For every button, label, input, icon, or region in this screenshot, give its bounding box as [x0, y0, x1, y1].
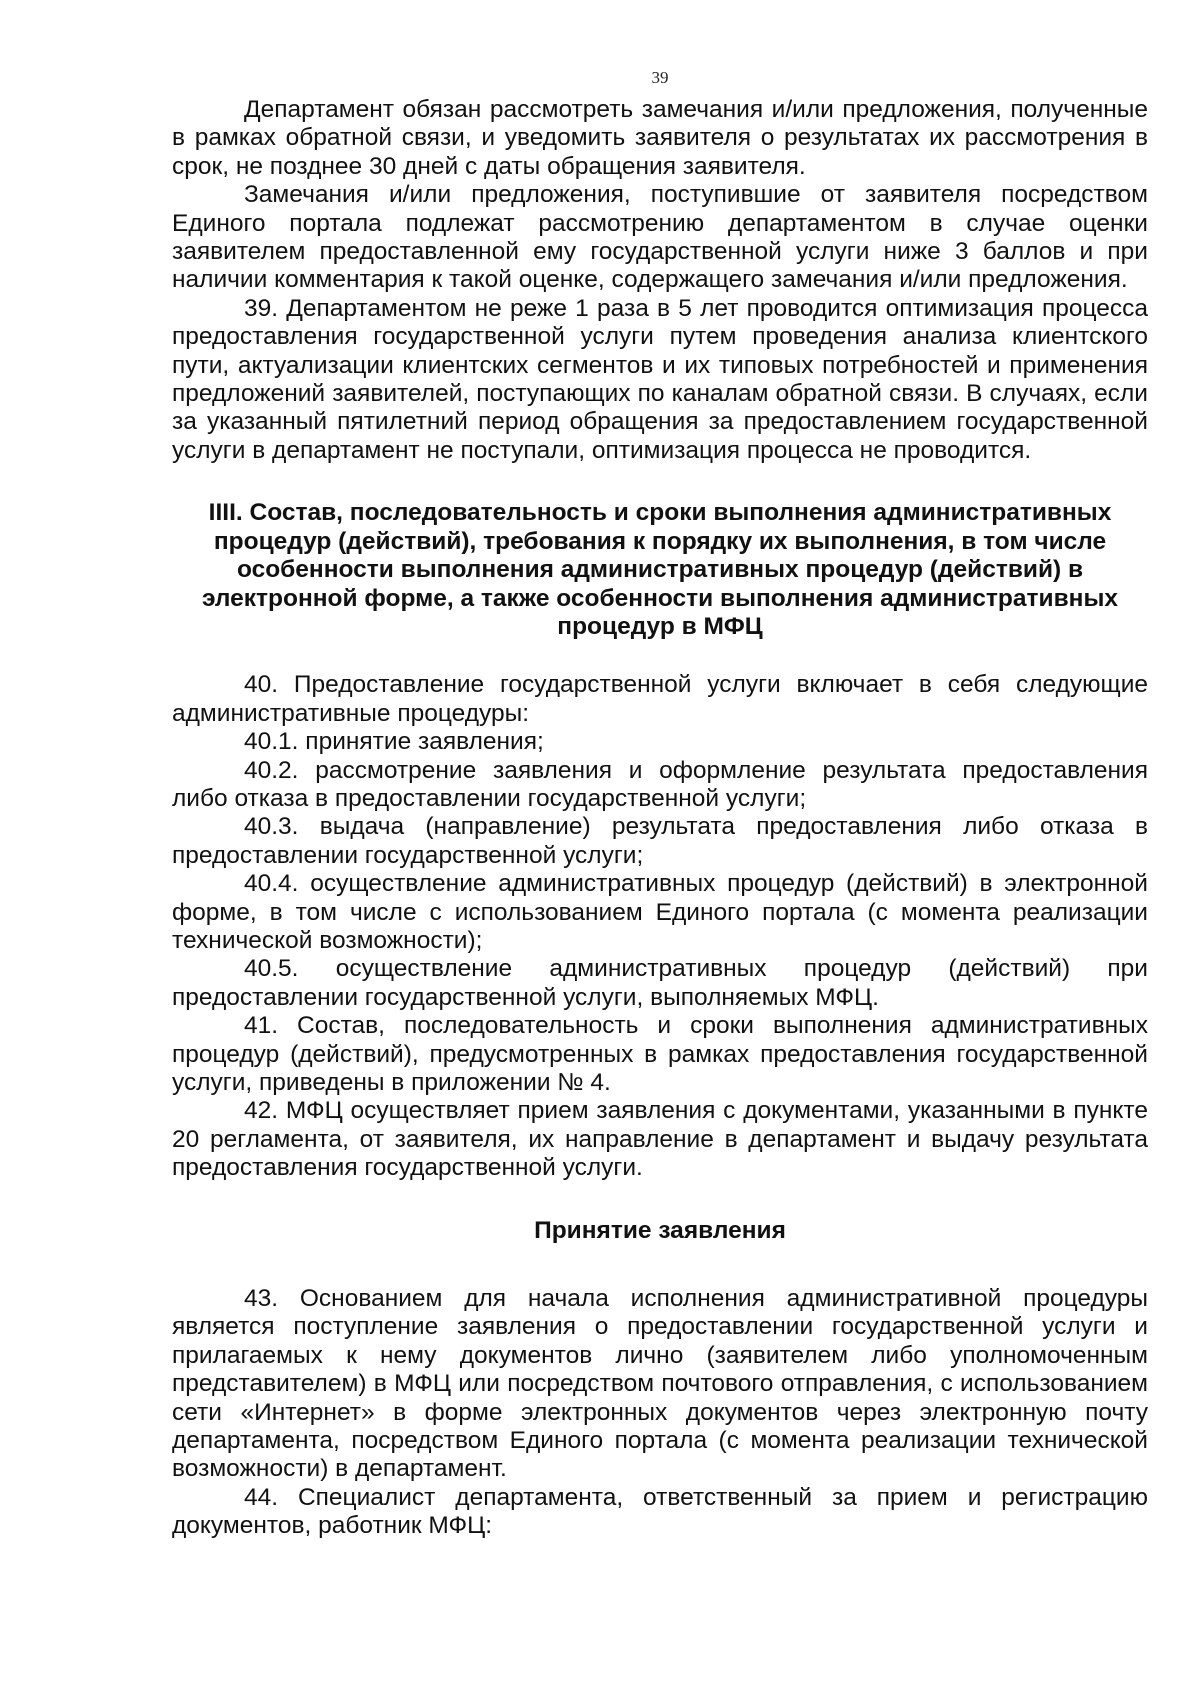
paragraph: 40.1. принятие заявления;: [244, 728, 544, 756]
paragraph: Департамент обязан рассмотреть замечания и/или предложения, полученные в рамках обратной связи, и уведомить заявителя о результатах их рассмотрения в срок, не позднее 30 дней с даты обращения заявителя.: [172, 96, 1148, 180]
paragraph: 42. МФЦ осуществляет прием заявления с документами, указанными в пункте 20 регламента, от заявителя, их направление в департамент и выдачу результата предоставления государственной услуги.: [172, 1097, 1148, 1182]
paragraph: 44. Специалист департамента, ответственный за прием и регистрацию документов, работник МФЦ:: [172, 1483, 1148, 1540]
paragraph: 40.5. осуществление административных процедур (действий) при предоставлении государственной услуги, выполняемых МФЦ.: [172, 955, 1148, 1011]
paragraph: 40.3. выдача (направление) результата предоставления либо отказа в предоставлении государственной услуги;: [172, 813, 1148, 869]
subsection-heading: Принятие заявления: [534, 1216, 786, 1244]
paragraph: 40.4. осуществление административных процедур (действий) в электронной форме, в том числе с использованием Единого портала (с момента реализации технической возможности);: [172, 870, 1148, 954]
paragraph: 39. Департаментом не реже 1 раза в 5 лет проводится оптимизация процесса предоставления государственной услуги путем проведения анализа клиентского пути, актуализации клиентских сегментов и их типовых потребностей и применения предложений заявителей, поступающих по каналам обратной связи. В случаях, если за указанный пятилетний период обращения за предоставлением государственной услуги в департамент не поступали, оптимизация процесса не проводится.: [172, 294, 1148, 464]
paragraph: 41. Состав, последовательность и сроки выполнения административных процедур (действий), предусмотренных в рамках предоставления государственной услуги, приведены в приложении № 4.: [172, 1012, 1148, 1096]
paragraph: 40.2. рассмотрение заявления и оформление результата предоставления либо отказа в предоставлении государственной услуги;: [172, 756, 1148, 812]
paragraph: Замечания и/или предложения, поступившие от заявителя посредством Единого портала подлежат рассмотрению департаментом в случае оценки заявителем предоставленной ему государственной услуги ниже 3 баллов и при наличии комментария к такой оценке, содержащего замечания и/или предложения.: [172, 181, 1148, 294]
page-number: 39: [651, 68, 669, 87]
paragraph: 43. Основанием для начала исполнения административной процедуры является поступление заявления о предоставлении государственной услуги и прилагаемых к нему документов лично (заявителем либо уполномоченным представителем) в МФЦ или посредством почтового отправления, с использованием сети «Интернет» в форме электронных документов через электронную почту департамента, посредством Единого портала (с момента реализации технической возможности) в департамент.: [172, 1285, 1148, 1483]
section-heading: IIII. Состав, последовательность и сроки выполнения административных процедур (действий), требования к порядку их выполнения, в том числе особенности выполнения административных процедур (действий) в электронной форме, а также особенности выполнения административных процедур в МФЦ: [201, 499, 1118, 640]
document-page: [172, 68, 1148, 1541]
paragraph: 40. Предоставление государственной услуги включает в себя следующие административные процедуры:: [172, 671, 1148, 727]
